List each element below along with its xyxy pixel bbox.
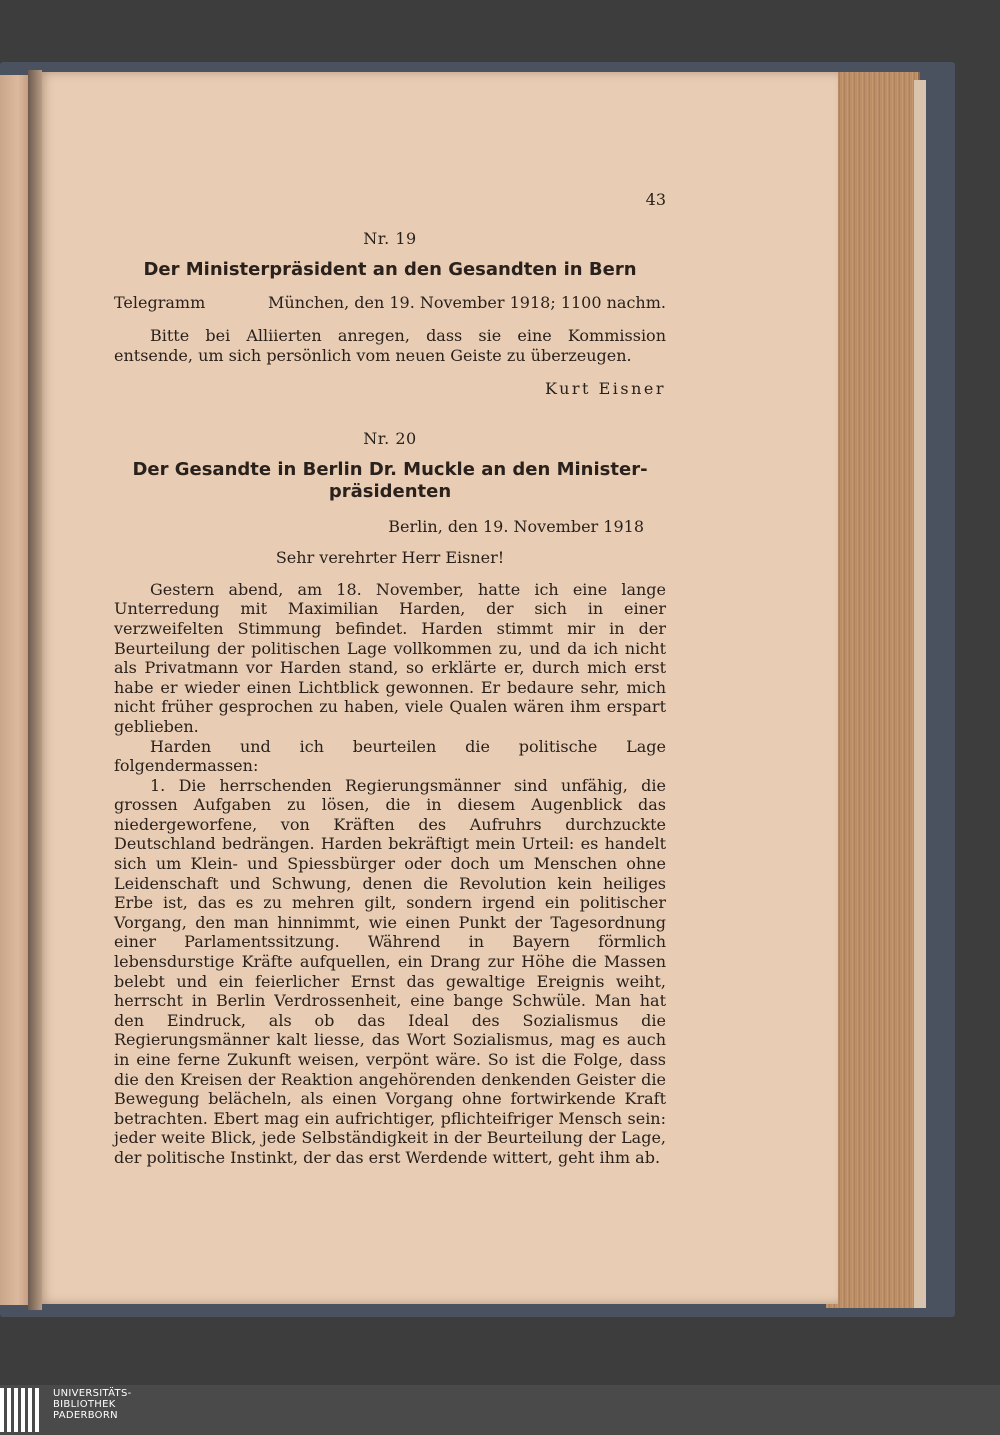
doc19-type: Telegramm	[114, 292, 206, 312]
doc20-place-date: Berlin, den 19. November 1918	[388, 516, 644, 536]
page-edges	[826, 72, 920, 1308]
doc20-paragraph-3: 1. Die herrschenden Regierungsmänner sind unfähig, die grossen Aufgaben zu lösen, die in diesem Augenblick das niedergeworfene, von Kräften des Aufruhrs durchzuckte Deutschland bedrängen. Harden bekräftigt mein Urteil: es handelt sich um Klein- und Spiessbürger oder doch um Menschen ohne Leidenschaft und Schwung, denen die Revolution kein heiliges Erbe ist, das es zu mehren gilt, sondern irgend ein politischer Vorgang, den man hinnimmt, wie einen Punkt der Tagesordnung einer Parlamentssitzung. Während in Bayern förmlich lebensdurstige Kräfte aufquellen, ein Drang zur Höhe die Massen belebt und ein feierlicher Ernst das gewaltige Ereignis weiht, herrscht in Berlin Verdrossenheit, eine bange Schwüle. Man hat den Eindruck, als ob das Ideal des Sozialismus die Regierungsmänner kalt liesse, das Wort Sozialismus, mag es auch in eine ferne Zukunft weisen, verpönt wäre. So ist die Folge, dass die den Kreisen der Reaktion angehörenden denkenden Geister die Bewegung belächeln, als einen Vorgang ohne fortwirkende Kraft betrachten. Ebert mag ein aufrichtiger, pflichteifriger Mensch sein: jeder weite Blick, jede Selbständigkeit in der Beurteilung der Lage, der politische Instinkt, der das erst Werdende wittert, geht ihm ab.	[114, 775, 666, 1167]
doc19-signature: Kurt Eisner	[545, 379, 666, 399]
book-gutter	[28, 70, 42, 1310]
doc20-paragraph-1: Gestern abend, am 18. November, hatte ich eine lange Unterredung mit Maximilian Harden, der sich in einer verzweifelten Stimmung befindet. Harden stimmt mir in der Beurteilung der politischen Lage vollkommen zu, und da ich nicht als Privatmann vor Harden stand, so erklärte er, durch mich erst habe er wieder einen Lichtblick gewonnen. Er bedaure sehr, mich nicht früher gesprochen zu haben, viele Qualen wären ihm erspart geblieben.	[114, 579, 666, 736]
left-page-edge	[0, 75, 30, 1305]
doc19-number: Nr. 19	[363, 229, 417, 248]
page-number: 43	[645, 190, 666, 209]
doc19-place-date: München, den 19. November 1918; 1100 nachm.	[268, 292, 666, 312]
library-logo-icon	[0, 1388, 44, 1432]
library-name-line-3: PADERBORN	[53, 1410, 118, 1421]
page-text	[114, 185, 666, 1168]
doc20-paragraph-2: Harden und ich beurteilen die politische Lage folgendermassen:	[114, 736, 666, 776]
doc20-salutation: Sehr verehrter Herr Eisner!	[275, 548, 505, 568]
library-name-line-1: UNIVERSITÄTS-	[53, 1388, 132, 1399]
doc19-body: Bitte bei Alliierten anregen, dass sie eine Kommission entsende, um sich persönlich vom neuen Geiste zu überzeugen.	[114, 326, 666, 365]
doc20-title: Der Gesandte in Berlin Dr. Muckle an den Minister-präsidenten	[132, 458, 648, 502]
library-name-line-2: BIBLIOTHEK	[53, 1399, 116, 1410]
library-name	[53, 1388, 132, 1421]
doc19-header-line	[114, 293, 666, 313]
footer-bar	[0, 1385, 1000, 1435]
doc19-title: Der Ministerpräsident an den Gesandten in Bern	[143, 258, 637, 280]
doc20-number: Nr. 20	[363, 428, 417, 448]
endpaper-edge	[914, 80, 926, 1308]
